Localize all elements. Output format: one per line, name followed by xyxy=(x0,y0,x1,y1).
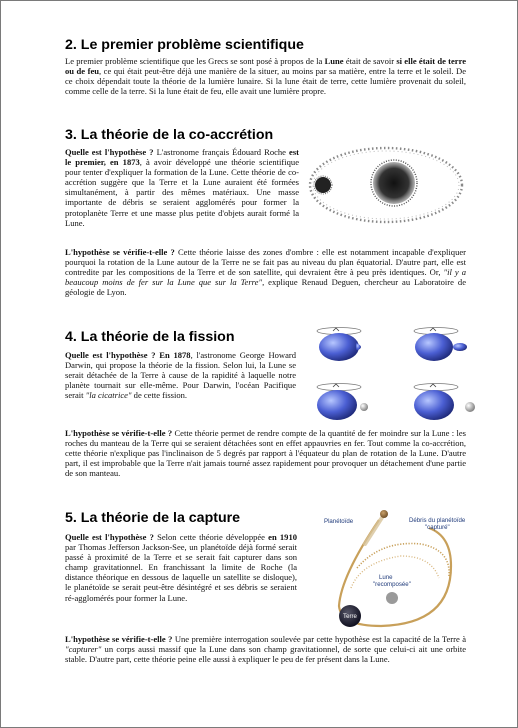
fission-stage-2 xyxy=(414,328,467,362)
capture-figure xyxy=(301,506,477,631)
section-4-verification: L'hypothèse se vérifie-t-elle ? Cette théorie permet de rendre compte de la quantité de fer moindre sur la Lune : les roches du manteau de la Terre qui se seraient détachées sont en effet appauvries en fer. Tout comme la co-accrétion, cette théorie n'explique pas l'inclinaison de 5 degrés par rapport à l'équateur du plan de rotation de la Lune. D'autre part, il est improbable que la Terre n'ait jamais tourné assez rapidement pour provoquer un détachement d'une partie de son manteau. xyxy=(65,428,466,479)
section-4-hypothesis: Quelle est l'hypothèse ? En 1878, l'astronome George Howard Darwin, qui propose la théorie de la fission. Selon lui, la Lune se serait détachée de la Terre à cause de la rapidité à laquelle notre planète tournait sur elle-même. Pour Darwin, l'océan Pacifique serait "la cicatrice" de cette fission. xyxy=(65,350,296,401)
moon-label-2: "recomposée" xyxy=(373,581,411,588)
earth-label: Terre xyxy=(343,613,357,620)
section-2-paragraph: Le premier problème scientifique que les Grecs se sont posé à propos de la Lune était de savoir si elle était de terre ou de feu, ce qui était peut-être déjà une manière de la situer, au moins par sa matière, entre la terre et le soleil. De ce choix dépendait toute la théorie de la lumière lunaire. Si la lune était de terre, cette lumière provenait du soleil, comme celle de la terre. Si la lune était de feu, elle avait une lumière propre. xyxy=(65,56,466,97)
fission-stage-3 xyxy=(317,384,368,421)
section-2-title: 2. Le premier problème scientifique xyxy=(65,37,304,53)
protomoon-clump xyxy=(315,177,331,193)
section-5-verification: L'hypothèse se vérifie-t-elle ? Une première interrogation soulevée par cette hypothèse est la capacité de la Terre à "capturer" un corps aussi massif que la Lune dans son champ gravitationnel, de sorte que celui-ci ait une orbite stable. D'autre part, cette théorie peine elle aussi à expliquer le peu de fer présent dans la Lune. xyxy=(65,634,466,665)
section-3-verification: L'hypothèse se vérifie-t-elle ? Cette théorie laisse des zones d'ombre : elle est notamment incapable d'expliquer pourquoi la rotation de la Lune autour de la Terre ne se fait pas au niveau du plan équatorial. D'autre part, elle est contredite par les compositions de la Terre et de son satellite, qui devraient être à peu près identiques. Or, "il y a beaucoup moins de fer sur la Lune que sur la Terre", explique Renaud Deguen, chercheur au Laboratoire de géologie de Lyon. xyxy=(65,247,466,298)
section-5-title: 5. La théorie de la capture xyxy=(65,510,241,526)
moon-icon xyxy=(386,592,398,604)
debris-label-2: "capturé" xyxy=(425,524,450,531)
planetoid-label: Planétoïde xyxy=(324,518,354,525)
protoearth-clump xyxy=(373,162,415,204)
coaccretion-figure xyxy=(306,141,466,227)
section-5-hypothesis: Quelle est l'hypothèse ? Selon cette théorie développée en 1910 par Thomas Jefferson Jackson-See, un planétoïde déjà formé serait passé à proximité de la Terre et se serait fait capturer dans son champ gravitationnel. En franchissant la limite de Roche (la distance théorique en dessous de laquelle un satellite se disloque), le planétoïde se serait peut-être désintégré et ses débris se seraient ré-agglomérés pour former la Lune. xyxy=(65,532,297,603)
debris-label-1: Débris du planétoïde xyxy=(409,517,466,524)
section-3-title: 3. La théorie de la co-accrétion xyxy=(65,127,274,143)
moon-label-1: Lune xyxy=(379,574,393,581)
section-4-title: 4. La théorie de la fission xyxy=(65,329,235,345)
planetoid-icon xyxy=(380,510,388,518)
section-3-hypothesis: Quelle est l'hypothèse ? L'astronome français Édouard Roche est le premier, en 1873, à avoir développé une théorie scientifique pour tenter d'expliquer la formation de la Lune. Cette théorie de co-accrétion suggère que la Terre et la Lune auraient été formées simultanément, à partir des mêmes matériaux. Une masse importante de débris se seraient agglomérés pour former la protoplanète Terre et une masse plus petite d'objets aurait formé la Lune. xyxy=(65,147,299,228)
fission-stage-4 xyxy=(414,384,475,421)
fission-stage-1 xyxy=(317,328,361,362)
fission-figure xyxy=(306,323,478,423)
